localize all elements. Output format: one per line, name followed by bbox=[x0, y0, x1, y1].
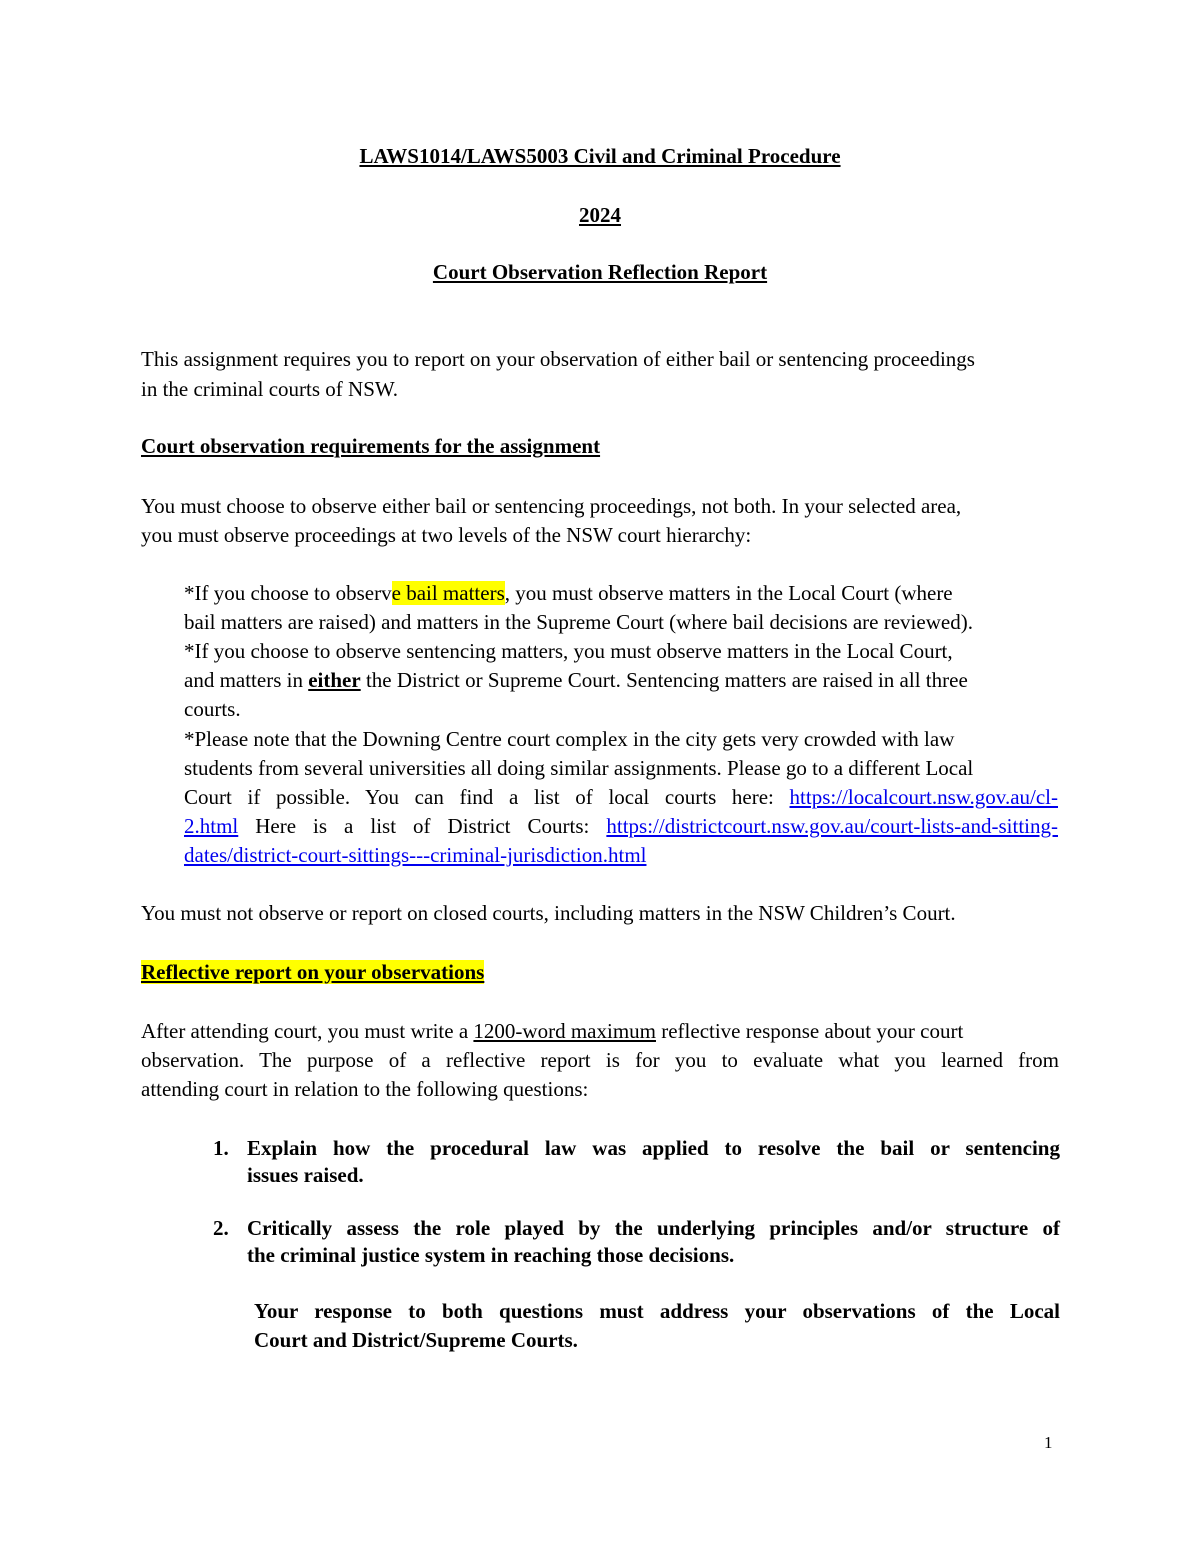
question-1-number: 1. bbox=[213, 1136, 229, 1160]
sentencing-line-2 bbox=[184, 666, 968, 695]
reflective-line-1-post: reflective response about your court bbox=[655, 1019, 964, 1043]
reflective-line-1-pre: After attending court, you must write a bbox=[141, 1019, 474, 1043]
requirements-line-2: you must observe proceedings at two levels of the NSW court hierarchy: bbox=[141, 523, 752, 547]
question-2-line-1: Critically assess the role played by the underlying principles and/or structure of bbox=[247, 1216, 1060, 1240]
question-2-number: 2. bbox=[213, 1216, 229, 1240]
note-line-2: students from several universities all doing similar assignments. Please go to a different Local bbox=[184, 756, 974, 780]
district-courts-link[interactable]: https://districtcourt.nsw.gov.au/court-lists-and-sitting- bbox=[606, 814, 1058, 838]
question-1-line-1: Explain how the procedural law was applied to resolve the bail or sentencing bbox=[247, 1136, 1060, 1160]
response-line-2: Court and District/Supreme Courts. bbox=[254, 1328, 578, 1352]
year-heading: 2024 bbox=[579, 203, 621, 227]
requirements-line-1: You must choose to observe either bail or sentencing proceedings, not both. In your selected area, bbox=[141, 494, 962, 518]
note-line-1: *Please note that the Downing Centre court complex in the city gets very crowded with law bbox=[184, 727, 955, 751]
bail-line-2: bail matters are raised) and matters in the Supreme Court (where bail decisions are reviewed). bbox=[184, 610, 973, 634]
local-courts-link[interactable]: https://localcourt.nsw.gov.au/cl- bbox=[789, 785, 1058, 809]
district-courts-link-cont[interactable]: dates/district-court-sittings---criminal-jurisdiction.html bbox=[184, 843, 647, 867]
district-intro: Here is a list of District Courts: bbox=[238, 814, 607, 838]
reflective-line-2: observation. The purpose of a reflective report is for you to evaluate what you learned from bbox=[141, 1048, 1059, 1072]
reflective-heading bbox=[141, 958, 484, 987]
question-2-line-2: the criminal justice system in reaching those decisions. bbox=[247, 1243, 735, 1267]
bail-highlight: e bail matters bbox=[391, 581, 505, 605]
note-line-3-pre: Court if possible. You can find a list of local courts here: bbox=[184, 785, 790, 809]
word-limit: 1200-word maximum bbox=[473, 1019, 656, 1043]
course-title: LAWS1014/LAWS5003 Civil and Criminal Procedure bbox=[359, 144, 841, 168]
bail-line-1 bbox=[184, 579, 953, 608]
intro-line-1: This assignment requires you to report on your observation of either bail or sentencing proceedings bbox=[141, 347, 975, 371]
sentencing-line-1: *If you choose to observe sentencing matters, you must observe matters in the Local Court, bbox=[184, 639, 953, 663]
sentencing-line-2-post: the District or Supreme Court. Sentencing matters are raised in all three bbox=[360, 668, 968, 692]
sentencing-line-3: courts. bbox=[184, 697, 241, 721]
reflective-line-3: attending court in relation to the following questions: bbox=[141, 1077, 589, 1101]
note-line-3 bbox=[184, 783, 1058, 812]
closed-courts-note: You must not observe or report on closed courts, including matters in the NSW Children’s Court. bbox=[141, 901, 956, 925]
sentencing-line-2-pre: and matters in bbox=[184, 668, 309, 692]
note-line-5 bbox=[184, 841, 646, 870]
bail-prefix: *If you choose to observ bbox=[184, 581, 392, 605]
note-line-4 bbox=[184, 812, 1058, 841]
bail-suffix: , you must observe matters in the Local Court (where bbox=[504, 581, 953, 605]
requirements-heading: Court observation requirements for the assignment bbox=[141, 434, 601, 458]
local-courts-link-cont[interactable]: 2.html bbox=[184, 814, 239, 838]
either-emphasis: either bbox=[308, 668, 361, 692]
document-title: Court Observation Reflection Report bbox=[432, 260, 768, 284]
reflective-heading-text: Reflective report on your observations bbox=[141, 960, 485, 984]
page-number: 1 bbox=[1044, 1433, 1053, 1452]
intro-line-2: in the criminal courts of NSW. bbox=[141, 377, 399, 401]
question-1-line-2: issues raised. bbox=[247, 1163, 364, 1187]
reflective-line-1 bbox=[141, 1017, 963, 1046]
response-line-1: Your response to both questions must address your observations of the Local bbox=[254, 1299, 1060, 1323]
